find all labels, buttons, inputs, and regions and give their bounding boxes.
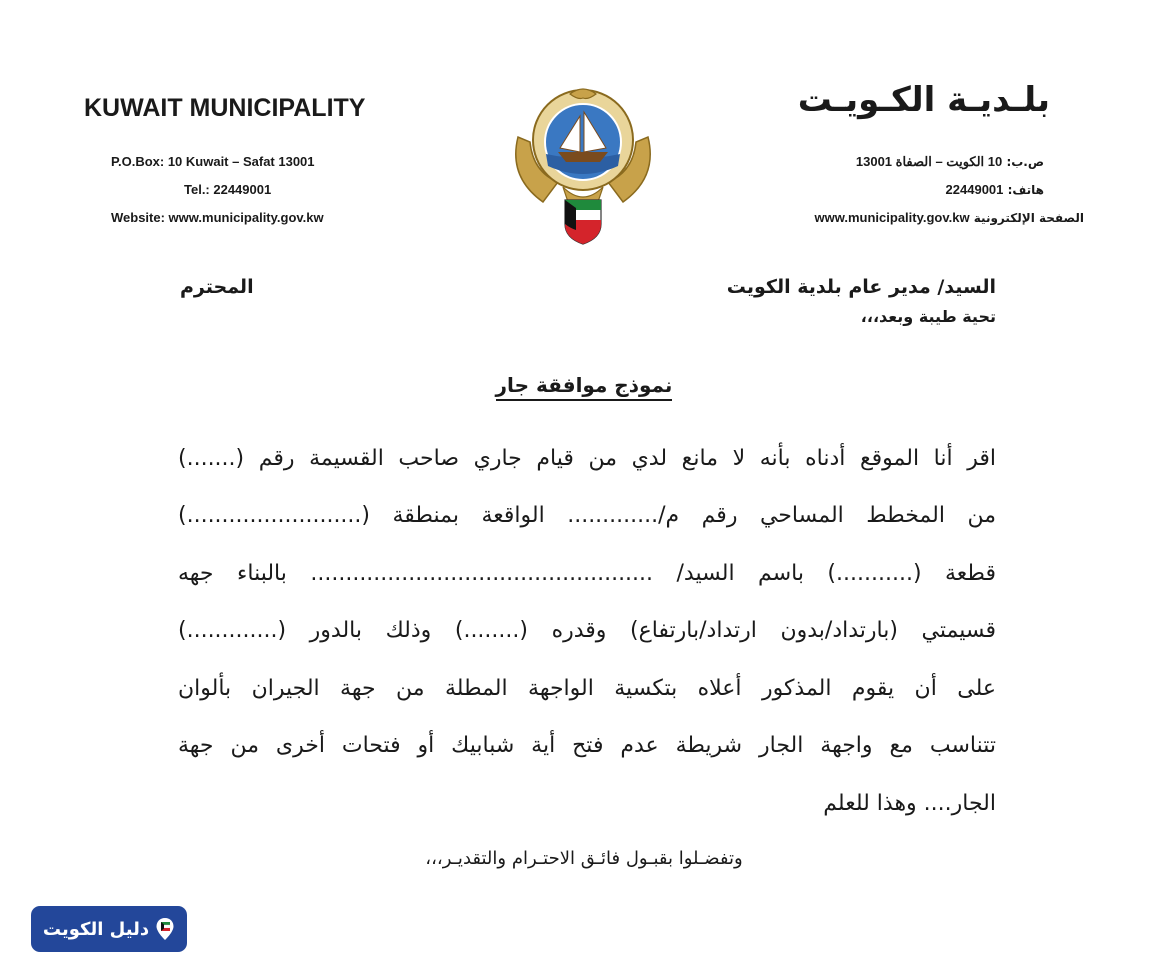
kuwait-map-pin-icon: [155, 917, 175, 941]
body-line-2: من المخطط المساحي رقم م/............. الواقعة بمنطقة (.........................): [178, 503, 996, 528]
body-line-5: على أن يقوم المذكور أعلاه بتكسية الواجهة المطلة من جهة الجيران بألوان: [178, 676, 996, 701]
body-line-6: تتناسب مع واجهة الجار شريطة عدم فتح أية شبابيك أو فتحات أخرى من جهة: [178, 733, 996, 758]
ar-pobox-label: ص.ب:: [1006, 155, 1044, 169]
ar-pobox: [856, 154, 1044, 170]
ar-tel: [946, 182, 1044, 197]
ar-website: [815, 210, 1084, 225]
body-line-4: قسيمتي (بارتداد/بدون ارتداد/بارتفاع) وقدره (........) وذلك بالدور (.............): [178, 618, 996, 643]
ar-tel-label: هاتف:: [1007, 183, 1044, 197]
ar-tel-value: 22449001: [945, 182, 1004, 197]
form-heading: [0, 373, 1168, 397]
body-line-1: اقر أنا الموقع أدناه بأنه لا مانع لدي من قيام جاري صاحب القسيمة رقم (.......): [178, 446, 996, 471]
closing-line: وتفضـلوا بقبـول فائـق الاحتـرام والتقديـر،،،: [425, 848, 743, 869]
ar-website-label: الصفحة الإلكترونية: [973, 211, 1084, 225]
body-line-7: الجار.... وهذا للعلم: [823, 791, 996, 816]
watermark-badge[interactable]: [31, 906, 187, 952]
body-line-3: قطعة (...........) باسم السيد/ ................................................. بالبناء جهه: [178, 561, 996, 586]
ar-title: بلـديـة الكـويـت: [797, 80, 1050, 120]
honorific: المحترم: [180, 276, 254, 298]
kuwait-emblem-icon: [508, 82, 658, 247]
greeting: تحية طيبة وبعد،،،: [860, 307, 996, 326]
recipient-address: السيد/ مدير عام بلدية الكويت: [726, 276, 996, 298]
en-pobox: P.O.Box: 10 Kuwait – Safat 13001: [111, 154, 315, 169]
ar-pobox-value: 10 الكويت – الصفاة 13001: [855, 154, 1003, 169]
ar-website-value: www.municipality.gov.kw: [814, 210, 970, 225]
en-title: KUWAIT MUNICIPALITY: [84, 94, 366, 122]
en-tel: Tel.: 22449001: [184, 182, 272, 197]
form-heading-text: نموذج موافقة جار: [496, 373, 673, 401]
en-website: Website: www.municipality.gov.kw: [111, 210, 324, 225]
watermark-label: دليل الكويت: [42, 918, 150, 940]
